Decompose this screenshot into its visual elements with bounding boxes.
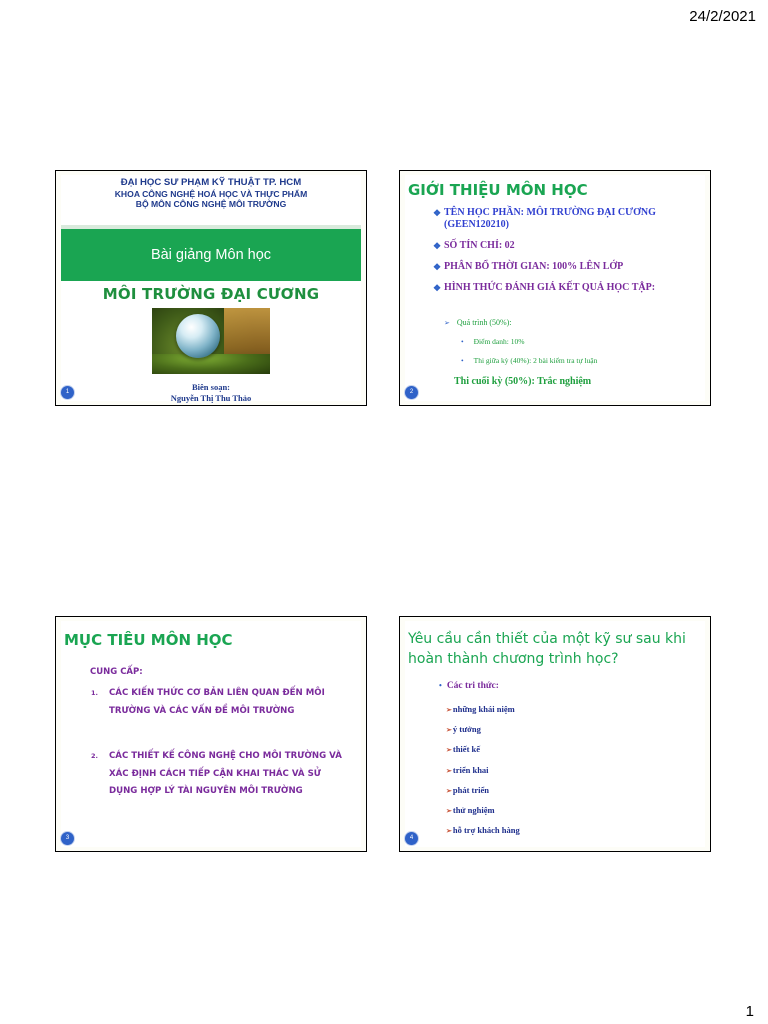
arrow-bullet-icon: ➢ (446, 706, 452, 714)
list-item: ❖ HÌNH THỨC ĐÁNH GIÁ KẾT QUẢ HỌC TẬP: (433, 282, 656, 293)
arrow-bullet-icon: ➢ (446, 787, 452, 795)
dot-bullet-icon: • (461, 337, 464, 346)
objective-intro: CUNG CẤP: (90, 667, 143, 677)
list-item: ❖ SỐ TÍN CHỈ: 02 (433, 240, 515, 251)
slide-3-title: MỤC TIÊU MÔN HỌC (64, 631, 233, 649)
slide-number-badge: 4 (405, 832, 418, 845)
process-grade: ➢ Quá trình (50%): (444, 318, 512, 327)
arrow-bullet-icon: ➢ (446, 767, 452, 775)
list-item: ➢thiết kế (446, 744, 481, 754)
lecture-banner: Bài giảng Môn học (61, 225, 361, 281)
arrow-bullet-icon: ➢ (446, 827, 452, 835)
diamond-bullet-icon: ❖ (433, 241, 442, 251)
slide-number-badge: 3 (61, 832, 74, 845)
slide-2 (399, 170, 711, 406)
arrow-bullet-icon: ➢ (446, 726, 452, 734)
objective-item: 2. CÁC THIẾT KẾ CÔNG NGHỆ CHO MÔI TRƯỜNG VÀ XÁC ĐỊNH CÁCH TIẾP CẬN KHAI THÁC VÀ SỬ DỤNG HỢP LÝ TÀI NGUYÊN MÔI TRƯỜNG (91, 751, 342, 796)
objective-item: 1. CÁC KIẾN THỨC CƠ BẢN LIÊN QUAN ĐẾN MÔI TRƯỜNG VÀ CÁC VẤN ĐỀ MÔI TRƯỜNG (91, 688, 325, 716)
department-name: BỘ MÔN CÔNG NGHỆ MÔI TRƯỜNG (135, 199, 287, 209)
slide-2-title: GIỚI THIỆU MÔN HỌC (408, 181, 588, 199)
slide-1-header (61, 175, 361, 210)
slide-1 (55, 170, 367, 406)
dot-bullet-icon: • (439, 681, 442, 690)
slide-number-badge: 2 (405, 386, 418, 399)
knowledge-heading: • Các tri thức: (439, 681, 499, 691)
final-exam: Thi cuối kỳ (50%): Trắc nghiệm (454, 376, 592, 387)
course-info-list (433, 207, 701, 303)
diamond-bullet-icon: ❖ (433, 283, 442, 293)
arrow-bullet-icon: ➢ (446, 807, 452, 815)
faculty-name: KHOA CÔNG NGHỆ HOÁ HỌC VÀ THỰC PHẨM (114, 188, 308, 199)
list-item: ➢ý tưởng (446, 724, 481, 734)
dot-bullet-icon: • (461, 356, 464, 365)
author-label: Biên soạn: (191, 382, 231, 392)
page-number: 1 (745, 1003, 754, 1020)
slide-4-title: Yêu cầu cần thiết của một kỹ sư sau khi hoàn thành chương trình học? (408, 631, 686, 667)
list-item: • Thi giữa kỳ (40%): 2 bài kiểm tra tự luận (461, 356, 598, 365)
arrow-bullet-icon: ➢ (446, 746, 452, 754)
list-item: • Điểm danh: 10% (461, 337, 525, 346)
page-date: 24/2/2021 (689, 8, 756, 25)
arrow-bullet-icon: ➢ (444, 319, 450, 327)
list-item: ❖ PHÂN BỔ THỜI GIAN: 100% LÊN LỚP (433, 261, 624, 272)
course-title: MÔI TRƯỜNG ĐẠI CƯƠNG (102, 285, 320, 303)
list-item: ➢những khái niệm (446, 704, 515, 714)
globe-icon (176, 314, 220, 358)
list-item: ➢thử nghiệm (446, 805, 495, 815)
list-item: ➢phát triển (446, 785, 489, 795)
globe-photo (152, 308, 270, 374)
author-block (61, 382, 361, 403)
author-name: Nguyễn Thị Thu Thảo (170, 392, 252, 403)
list-item: ❖ TÊN HỌC PHẦN: MÔI TRƯỜNG ĐẠI CƯƠNG (GEEN120210) (433, 207, 656, 230)
diamond-bullet-icon: ❖ (433, 262, 442, 272)
diamond-bullet-icon: ❖ (433, 208, 442, 218)
slide-3 (55, 616, 367, 852)
list-item: ➢hỗ trợ khách hàng (446, 825, 520, 835)
university-name: ĐẠI HỌC SƯ PHẠM KỸ THUẬT TP. HCM (120, 177, 302, 188)
slide-4 (399, 616, 711, 852)
slide-number-badge: 1 (61, 386, 74, 399)
list-item: ➢triển khai (446, 765, 489, 775)
